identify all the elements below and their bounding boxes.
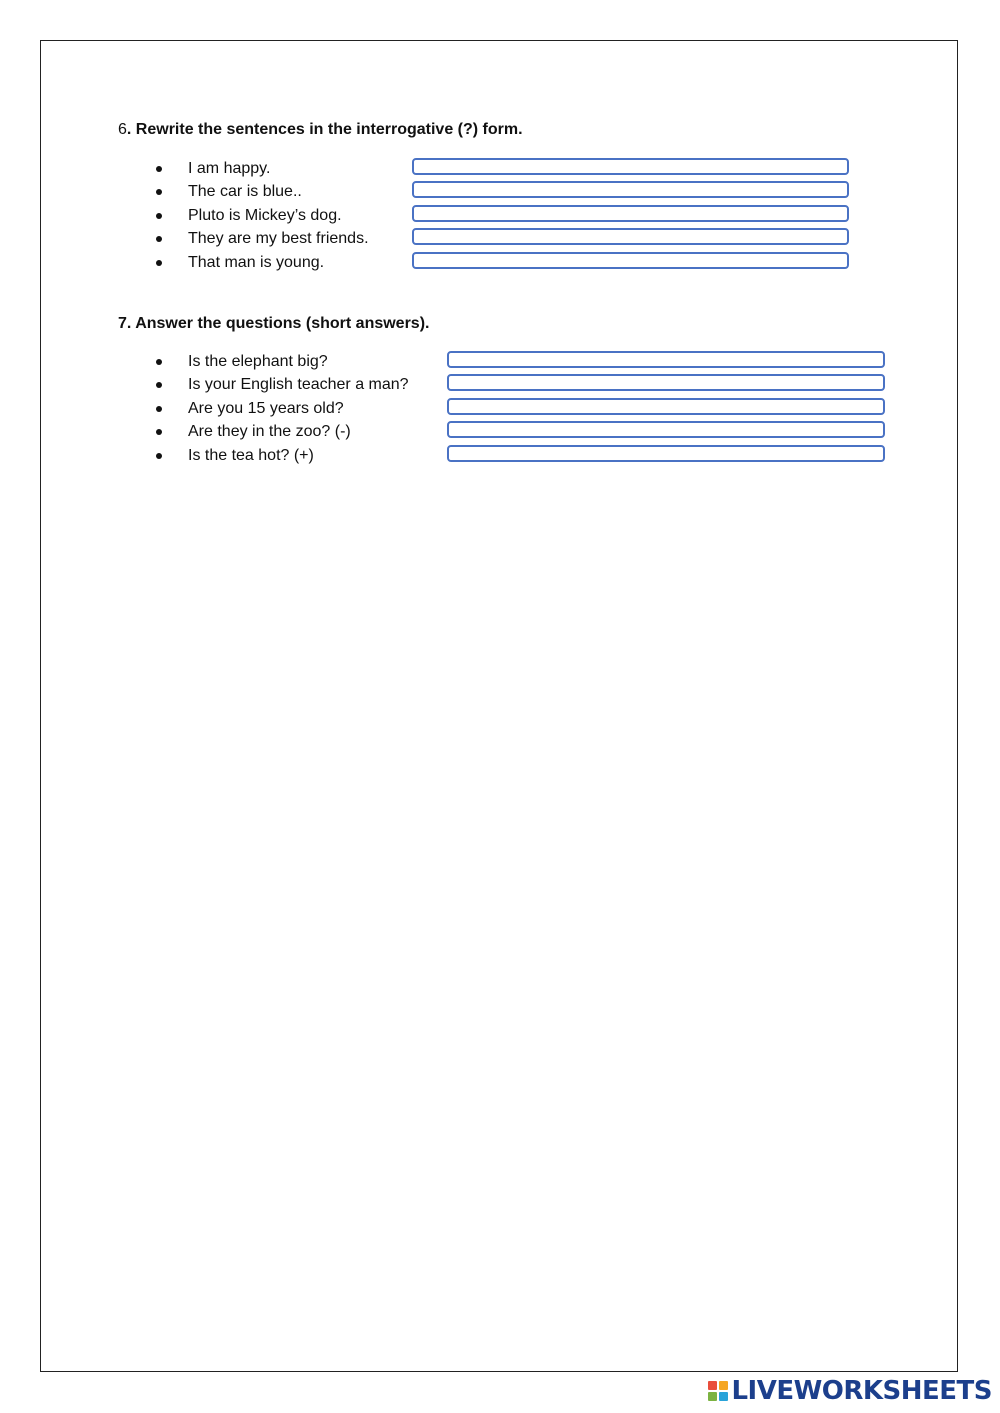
exercise-7-answer-4[interactable] — [447, 421, 885, 438]
exercise-7 — [118, 314, 918, 464]
bullet-icon — [156, 166, 162, 172]
exercise-6-item-5-text: That man is young. — [188, 254, 325, 271]
exercise-7-item-1-text: Is the elephant big? — [188, 353, 328, 370]
exercise-6 — [118, 120, 918, 271]
bullet-icon — [156, 453, 162, 459]
exercise-7-item-4-text: Are they in the zoo? (-) — [188, 423, 351, 440]
exercise-7-answer-5[interactable] — [447, 445, 885, 462]
exercise-7-item-1 — [118, 351, 898, 373]
logo-block-1 — [708, 1381, 717, 1390]
exercise-7-item-3 — [118, 398, 898, 420]
liveworksheets-logo — [708, 1375, 992, 1407]
exercise-6-item-4 — [118, 228, 898, 250]
exercise-7-instruction: Answer the questions (short answers). — [131, 315, 430, 332]
exercise-6-item-1-text: I am happy. — [188, 160, 271, 177]
exercise-7-answer-3[interactable] — [447, 398, 885, 415]
exercise-6-item-3-text: Pluto is Mickey’s dog. — [188, 207, 342, 224]
bullet-icon — [156, 406, 162, 412]
exercise-7-item-2 — [118, 374, 898, 396]
bullet-icon — [156, 429, 162, 435]
exercise-6-item-3 — [118, 205, 898, 227]
exercise-6-item-5 — [118, 252, 898, 274]
exercise-6-item-2-text: The car is blue.. — [188, 183, 302, 200]
exercise-6-answer-1[interactable] — [412, 158, 849, 175]
exercise-6-answer-2[interactable] — [412, 181, 849, 198]
exercise-6-answer-4[interactable] — [412, 228, 849, 245]
logo-block-3 — [708, 1392, 717, 1401]
exercise-6-number: 6 — [118, 121, 127, 138]
exercise-7-item-5 — [118, 445, 898, 467]
bullet-icon — [156, 213, 162, 219]
exercise-7-answer-1[interactable] — [447, 351, 885, 368]
exercise-7-answer-2[interactable] — [447, 374, 885, 391]
bullet-icon — [156, 236, 162, 242]
exercise-7-item-5-text: Is the tea hot? (+) — [188, 447, 314, 464]
bullet-icon — [156, 260, 162, 266]
exercise-6-instruction: . Rewrite the sentences in the interrogative (?) form. — [126, 121, 523, 138]
exercise-6-item-1 — [118, 158, 898, 180]
exercise-7-item-2-text: Is your English teacher a man? — [188, 376, 409, 393]
logo-text: LIVEWORKSHEETS — [731, 1376, 992, 1406]
exercise-6-item-2 — [118, 181, 898, 203]
logo-block-2 — [719, 1381, 728, 1390]
logo-block-4 — [719, 1392, 728, 1401]
bullet-icon — [156, 359, 162, 365]
exercise-6-answer-5[interactable] — [412, 252, 849, 269]
bullet-icon — [156, 382, 162, 388]
exercise-6-answer-3[interactable] — [412, 205, 849, 222]
bullet-icon — [156, 189, 162, 195]
exercise-6-item-4-text: They are my best friends. — [188, 230, 369, 247]
logo-blocks-icon — [708, 1381, 728, 1401]
exercise-7-item-3-text: Are you 15 years old? — [188, 400, 344, 417]
exercise-7-title — [118, 314, 918, 334]
exercise-7-number: 7. — [118, 315, 132, 332]
exercise-6-title — [118, 120, 918, 140]
exercise-7-item-4 — [118, 421, 898, 443]
